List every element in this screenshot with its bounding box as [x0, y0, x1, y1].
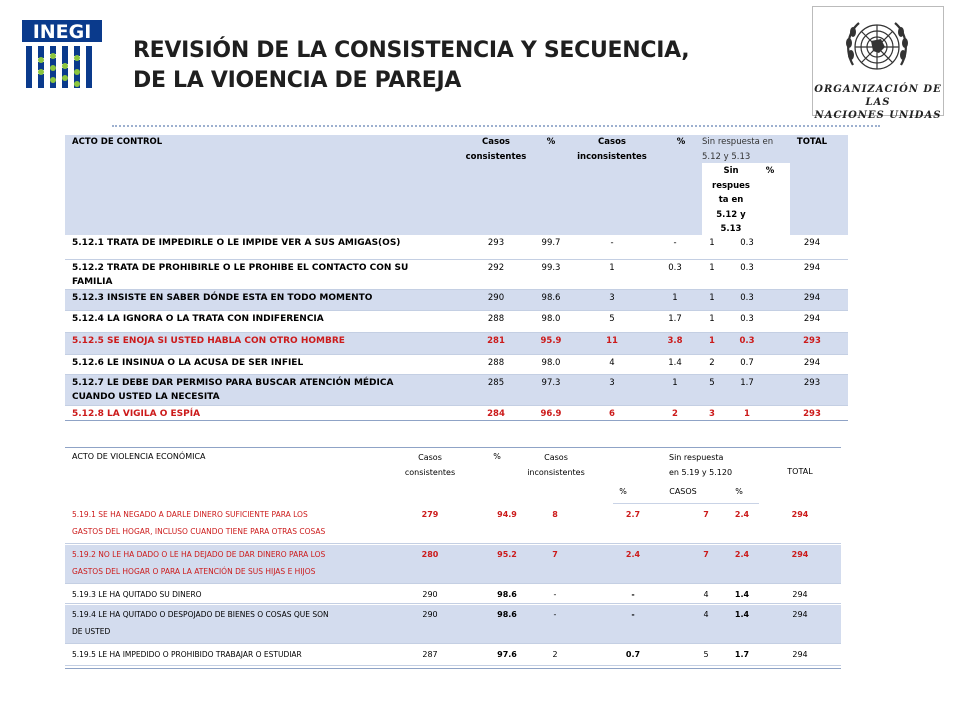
economic-cell-s: 7 [703, 550, 709, 559]
control-cell-c: 288 [487, 314, 505, 324]
economic-header-label: ACTO DE VIOLENCIA ECONÓMICA [72, 452, 206, 461]
control-cell-i: 3 [609, 378, 615, 388]
economic-cell-i: 8 [552, 510, 558, 519]
control-cell-ip: - [673, 238, 677, 248]
economic-cell-sp: 1.4 [734, 590, 750, 599]
economic-header-total: TOTAL [787, 467, 813, 476]
control-row-label [72, 312, 457, 326]
control-cell-t: 293 [803, 409, 821, 419]
economic-cell-s: 4 [703, 590, 709, 599]
control-row-label [72, 376, 457, 404]
control-cell-t: 293 [803, 336, 821, 346]
control-header-consistentes-2: consistentes [465, 152, 527, 162]
economic-row-label [72, 546, 392, 580]
economic-header-inconsistentes-1: Casos [544, 453, 568, 462]
control-header-total: TOTAL [796, 137, 828, 147]
un-caption [813, 83, 943, 122]
control-cell-sp: 0.3 [739, 336, 755, 346]
control-cell-ip: 1 [672, 293, 678, 303]
economic-row-label-line-1: 5.19.2 NO LE HA DADO O LE HA DEJADO DE DAR DINERO PARA LOS [72, 550, 326, 559]
control-row-label [72, 356, 457, 370]
economic-row-label-line-1: 5.19.1 SE HA NEGADO A DARLE DINERO SUFICIENTE PARA LOS [72, 510, 308, 519]
control-cell-sp: 0.7 [740, 358, 754, 368]
control-cell-t: 294 [803, 238, 821, 248]
economic-row-label-line-2: GASTOS DEL HOGAR O PARA LA ATENCIÓN DE SUS HIJAS E HIJOS [72, 567, 316, 576]
control-cell-sp: 0.3 [740, 263, 754, 273]
economic-row-rule [65, 665, 841, 666]
control-cell-s: 2 [709, 358, 715, 368]
control-header-consistentes-1: Casos [482, 137, 510, 147]
economic-row-rule [65, 603, 841, 604]
control-row-label [72, 334, 457, 348]
control-cell-sp: 1 [744, 409, 750, 419]
control-table-bottom-rule [65, 420, 848, 421]
economic-row-label-line-1: 5.19.4 LE HA QUITADO O DESPOJADO DE BIENES O COSAS QUE SON [72, 610, 329, 619]
economic-cell-p: 94.9 [497, 510, 517, 519]
economic-cell-c: 279 [421, 510, 439, 519]
economic-cell-p: 98.6 [497, 610, 517, 619]
control-header-inconsistentes-1: Casos [598, 137, 626, 147]
control-cell-c: 281 [487, 336, 505, 346]
economic-table-top-rule [65, 447, 841, 448]
control-cell-sp: 0.3 [740, 293, 754, 303]
control-row-label-line-1: 5.12.4 LA IGNORA O LA TRATA CON INDIFERENCIA [72, 314, 324, 324]
control-cell-t: 294 [803, 358, 821, 368]
economic-row-label-line-1: 5.19.3 LE HA QUITADO SU DINERO [72, 590, 202, 599]
economic-subheader-pct-2: % [735, 487, 743, 496]
economic-cell-ip: - [631, 610, 635, 619]
control-subheader-sin-3: ta en [718, 195, 744, 205]
economic-cell-t: 294 [792, 590, 808, 599]
economic-cell-s: 4 [703, 610, 709, 619]
control-cell-ip: 3.8 [667, 336, 683, 346]
control-cell-t: 293 [803, 378, 821, 388]
control-cell-s: 5 [709, 378, 715, 388]
economic-row-label [72, 586, 392, 603]
control-cell-ip: 1.7 [668, 314, 682, 324]
economic-cell-i: 2 [552, 650, 558, 659]
control-cell-i: 11 [606, 336, 618, 346]
economic-cell-s: 5 [703, 650, 709, 659]
control-cell-s: 1 [709, 238, 715, 248]
economic-cell-ip: 2.7 [625, 510, 641, 519]
economic-cell-i: - [553, 590, 557, 599]
economic-cell-sp: 1.7 [734, 650, 750, 659]
economic-row-rule [65, 543, 841, 544]
control-table [65, 135, 848, 420]
control-cell-s: 3 [709, 409, 715, 419]
control-subheader-sin-1: Sin [723, 166, 739, 176]
economic-cell-sp: 2.4 [734, 550, 750, 559]
control-row-label-line-1: 5.12.2 TRATA DE PROHIBIRLE O LE PROHIBE EL CONTACTO CON SU [72, 263, 409, 273]
control-row-label-line-1: 5.12.3 INSISTE EN SABER DÓNDE ESTA EN TODO MOMENTO [72, 293, 373, 303]
control-header-sin-respuesta [702, 135, 798, 165]
header-divider [112, 125, 880, 127]
page-title [133, 36, 793, 96]
control-row-rule [65, 259, 848, 260]
economic-cell-sp: 2.4 [734, 510, 750, 519]
control-header-sin-respuesta-2: 5.12 y 5.13 [702, 152, 751, 162]
inegi-logo-text: INEGI [32, 21, 92, 43]
economic-cell-ip: 2.4 [625, 550, 641, 559]
economic-header-sin-respuesta-1: Sin respuesta [669, 453, 724, 462]
control-cell-c: 285 [487, 378, 505, 388]
economic-cell-t: 294 [792, 610, 808, 619]
control-cell-ip: 1 [672, 378, 678, 388]
page-title-line-1: REVISIÓN DE LA CONSISTENCIA Y SECUENCIA, [133, 38, 690, 63]
control-cell-i: 3 [609, 293, 615, 303]
control-header-inconsistentes-2: inconsistentes [577, 152, 647, 162]
control-row-label-line-2: FAMILIA [72, 277, 113, 287]
control-header-pct-1: % [546, 137, 556, 147]
control-cell-c: 288 [487, 358, 505, 368]
economic-cell-t: 294 [791, 550, 809, 559]
economic-row-rule [65, 643, 841, 644]
control-cell-i: - [610, 238, 614, 248]
control-cell-i: 4 [609, 358, 615, 368]
control-cell-c: 293 [487, 238, 505, 248]
control-cell-c: 284 [487, 409, 505, 419]
economic-table-bottom-rule [65, 668, 841, 669]
control-header-label: ACTO DE CONTROL [72, 137, 163, 147]
control-row-label-line-1: 5.12.1 TRATA DE IMPEDIRLE O LE IMPIDE VER A SUS AMIGAS(OS) [72, 238, 401, 248]
economic-table [65, 447, 841, 669]
control-cell-s: 1 [709, 263, 715, 273]
economic-header-consistentes-1: Casos [418, 453, 442, 462]
control-header-consistentes [463, 135, 529, 165]
control-cell-s: 1 [709, 336, 715, 346]
economic-row-label-line-2: DE USTED [72, 627, 111, 636]
economic-row-label-line-2: GASTOS DEL HOGAR, INCLUSO CUANDO TIENE PARA OTRAS COSAS [72, 527, 326, 536]
economic-header-sin-respuesta [669, 450, 765, 480]
economic-header-sin-respuesta-2: en 5.19 y 5.120 [669, 468, 733, 477]
control-row-rule [65, 310, 848, 311]
un-logo [812, 6, 944, 121]
economic-cell-p: 97.6 [497, 650, 517, 659]
control-row-label-line-1: 5.12.8 LA VIGILA O ESPÍA [72, 409, 201, 419]
economic-header-consistentes-2: consistentes [404, 468, 456, 477]
control-header-inconsistentes [573, 135, 651, 165]
economic-cell-t: 294 [791, 510, 809, 519]
control-cell-sp: 0.3 [740, 238, 754, 248]
control-subheader-sin [705, 164, 757, 237]
control-cell-i: 5 [609, 314, 615, 324]
control-header-sin-respuesta-1: Sin respuesta en [702, 137, 774, 147]
economic-row-label [72, 646, 392, 663]
economic-cell-ip: 0.7 [625, 650, 641, 659]
control-cell-p: 99.7 [541, 238, 561, 248]
control-cell-sp: 1.7 [740, 378, 754, 388]
control-row-label [72, 261, 457, 289]
economic-header-consistentes [395, 450, 465, 480]
control-cell-ip: 0.3 [668, 263, 682, 273]
economic-cell-s: 7 [703, 510, 709, 519]
economic-header-pct-1: % [493, 452, 501, 461]
control-cell-i: 6 [609, 409, 615, 419]
economic-cell-c: 287 [422, 650, 438, 659]
control-cell-p: 98.0 [541, 358, 561, 368]
control-cell-sp: 0.3 [740, 314, 754, 324]
un-caption-line-2: NACIONES UNIDAS [814, 110, 942, 121]
control-cell-t: 294 [803, 314, 821, 324]
control-cell-p: 96.9 [540, 409, 562, 419]
economic-cell-i: - [553, 610, 557, 619]
control-subheader-sin-2: respues [712, 180, 750, 191]
economic-row-label [72, 506, 392, 540]
economic-header-inconsistentes-2: inconsistentes [527, 468, 585, 477]
inegi-logo [22, 20, 102, 100]
control-row-rule [65, 405, 848, 406]
control-cell-i: 1 [609, 263, 615, 273]
control-subheader-sin-5: 5.13 [720, 224, 742, 234]
economic-row-label [72, 606, 392, 640]
control-cell-ip: 1.4 [668, 358, 682, 368]
control-cell-p: 98.6 [541, 293, 561, 303]
control-header-pct-2: % [676, 137, 686, 147]
control-subheader-pct: % [765, 166, 775, 176]
economic-cell-c: 290 [422, 590, 438, 599]
economic-cell-p: 95.2 [497, 550, 517, 559]
control-cell-p: 95.9 [540, 336, 562, 346]
control-row-label-line-1: 5.12.7 LE DEBE DAR PERMISO PARA BUSCAR ATENCIÓN MÉDICA [72, 378, 394, 388]
control-cell-t: 294 [803, 293, 821, 303]
control-cell-s: 1 [709, 293, 715, 303]
economic-cell-i: 7 [552, 550, 558, 559]
economic-cell-ip: - [631, 590, 635, 599]
economic-cell-t: 294 [792, 650, 808, 659]
economic-subheader-pct-1: % [619, 487, 627, 496]
control-cell-c: 290 [487, 293, 505, 303]
economic-subheader-casos: CASOS [669, 487, 697, 496]
control-cell-p: 99.3 [541, 263, 561, 273]
control-row-label-line-1: 5.12.6 LE INSINUA O LA ACUSA DE SER INFIEL [72, 358, 304, 368]
un-caption-line-1: ORGANIZACIÓN DE LAS [814, 84, 942, 108]
economic-header-inconsistentes [517, 450, 595, 480]
control-cell-p: 98.0 [541, 314, 561, 324]
economic-cell-c: 280 [421, 550, 439, 559]
control-row-label-line-2: CUANDO USTED LA NECESITA [72, 392, 220, 402]
control-row-label [72, 236, 457, 250]
economic-row-rule [65, 583, 841, 584]
control-row-rule [65, 354, 848, 355]
economic-row-label-line-1: 5.19.5 LE HA IMPEDIDO O PROHIBIDO TRABAJAR O ESTUDIAR [72, 650, 302, 659]
control-row-label-line-1: 5.12.5 SE ENOJA SI USTED HABLA CON OTRO HOMBRE [72, 336, 345, 346]
control-subheader-sin-4: 5.12 y [716, 209, 746, 220]
control-row-label [72, 291, 457, 305]
page-title-line-2: DE LA VIOENCIA DE PAREJA [133, 68, 462, 93]
control-cell-c: 292 [487, 263, 505, 273]
economic-cell-c: 290 [422, 610, 438, 619]
control-cell-p: 97.3 [541, 378, 561, 388]
control-cell-ip: 2 [672, 409, 678, 419]
control-row-label [72, 407, 457, 421]
control-cell-t: 294 [803, 263, 821, 273]
un-emblem-icon [841, 11, 913, 83]
control-cell-s: 1 [709, 314, 715, 324]
economic-cell-p: 98.6 [497, 590, 517, 599]
economic-cell-sp: 1.4 [734, 610, 750, 619]
